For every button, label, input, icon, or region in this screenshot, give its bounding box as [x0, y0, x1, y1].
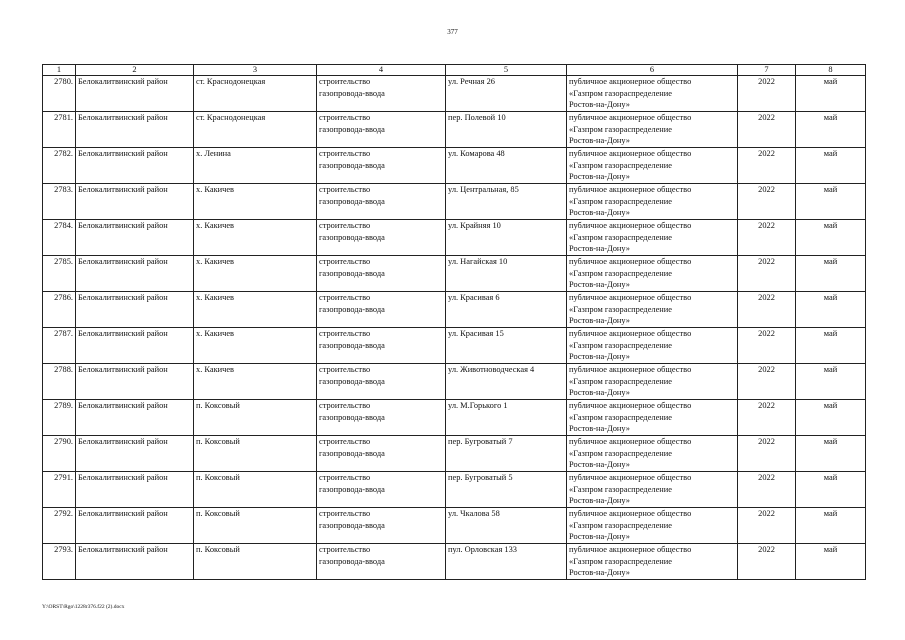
month-cell-line: май: [823, 509, 838, 518]
organization-cell-line: Ростов-на-Дону»: [569, 208, 630, 218]
organization-cell-line: «Газпром газораспределение: [569, 196, 672, 206]
address-cell-line: ул. Центральная, 85: [448, 185, 519, 194]
organization-cell-line: публичное акционерное общество: [569, 257, 692, 266]
month-cell: [796, 364, 866, 400]
organization-cell-line: Ростов-на-Дону»: [569, 532, 630, 542]
address-cell-line: ул. Красивая 15: [448, 329, 504, 338]
row-number-line: 2790.: [54, 437, 73, 446]
column-number-row: [43, 65, 866, 76]
month-cell: [796, 148, 866, 184]
work-type-cell: [317, 148, 446, 184]
work-type-cell-line: строительство: [319, 257, 371, 266]
year-cell: [738, 256, 796, 292]
address-cell: [446, 436, 567, 472]
year-cell: [738, 472, 796, 508]
organization-cell: [567, 76, 738, 112]
address-cell-line: ул. М.Горького 1: [448, 401, 508, 410]
organization-cell-line: публичное акционерное общество: [569, 509, 692, 518]
row-number: [43, 148, 76, 184]
year-cell: [738, 184, 796, 220]
organization-cell: [567, 436, 738, 472]
month-cell-line: май: [823, 293, 838, 302]
row-number: [43, 436, 76, 472]
month-cell: [796, 292, 866, 328]
settlement-cell: [194, 292, 317, 328]
address-cell: [446, 112, 567, 148]
month-cell: [796, 400, 866, 436]
district-cell-line: Белокалитвинский район: [78, 329, 168, 338]
table-row: [43, 400, 866, 436]
organization-cell-line: Ростов-на-Дону»: [569, 244, 630, 254]
month-cell: [796, 472, 866, 508]
file-path-footer: Y:\ORST\Rgo\1228r376.f22 (2).docx: [42, 604, 125, 610]
row-number: [43, 400, 76, 436]
address-cell-line: пер. Бугроватый 5: [448, 473, 513, 482]
organization-cell-line: Ростов-на-Дону»: [569, 280, 630, 290]
organization-cell-line: публичное акционерное общество: [569, 329, 692, 338]
address-cell-line: ул. Комарова 48: [448, 149, 505, 158]
work-type-cell: [317, 220, 446, 256]
address-cell: [446, 544, 567, 580]
work-type-cell-line: газопровода-ввода: [319, 160, 385, 170]
year-cell-line: 2022: [758, 293, 775, 302]
settlement-cell: [194, 364, 317, 400]
organization-cell-line: «Газпром газораспределение: [569, 448, 672, 458]
year-cell-line: 2022: [758, 437, 775, 446]
year-cell: [738, 220, 796, 256]
settlement-cell-line: п. Коксовый: [196, 545, 240, 554]
settlement-cell: [194, 112, 317, 148]
settlement-cell-line: х. Какичев: [196, 365, 235, 374]
district-cell: [76, 328, 194, 364]
organization-cell-line: «Газпром газораспределение: [569, 304, 672, 314]
month-cell-line: май: [823, 401, 838, 410]
row-number-line: 2789.: [54, 401, 73, 410]
month-cell-line: май: [823, 437, 838, 446]
year-cell-line: 2022: [758, 365, 775, 374]
district-cell: [76, 220, 194, 256]
year-cell-line: 2022: [758, 113, 775, 122]
district-cell: [76, 544, 194, 580]
year-cell: [738, 76, 796, 112]
organization-cell-line: публичное акционерное общество: [569, 149, 692, 158]
work-type-cell-line: газопровода-ввода: [319, 520, 385, 530]
organization-cell: [567, 472, 738, 508]
organization-cell-line: «Газпром газораспределение: [569, 412, 672, 422]
district-cell-line: Белокалитвинский район: [78, 437, 168, 446]
district-cell-line: Белокалитвинский район: [78, 545, 168, 554]
month-cell-line: май: [823, 113, 838, 122]
row-number: [43, 508, 76, 544]
settlement-cell: [194, 220, 317, 256]
month-cell-line: май: [823, 149, 838, 158]
work-type-cell-line: газопровода-ввода: [319, 376, 385, 386]
work-type-cell: [317, 292, 446, 328]
month-cell: [796, 328, 866, 364]
address-cell-line: ул. Речная 26: [448, 77, 495, 86]
row-number: [43, 112, 76, 148]
column-header: 1: [43, 65, 76, 76]
month-cell: [796, 184, 866, 220]
district-cell: [76, 400, 194, 436]
year-cell: [738, 544, 796, 580]
table-row: [43, 328, 866, 364]
work-type-cell-line: газопровода-ввода: [319, 304, 385, 314]
work-type-cell: [317, 112, 446, 148]
organization-cell: [567, 508, 738, 544]
year-cell-line: 2022: [758, 185, 775, 194]
column-header: 7: [738, 65, 796, 76]
district-cell-line: Белокалитвинский район: [78, 77, 168, 86]
year-cell: [738, 508, 796, 544]
work-type-cell-line: строительство: [319, 113, 371, 122]
work-type-cell: [317, 364, 446, 400]
settlement-cell: [194, 256, 317, 292]
work-type-cell: [317, 400, 446, 436]
year-cell-line: 2022: [758, 149, 775, 158]
year-cell-line: 2022: [758, 545, 775, 554]
table-row: [43, 508, 866, 544]
row-number-line: 2784.: [54, 221, 73, 230]
settlement-cell: [194, 400, 317, 436]
work-type-cell-line: строительство: [319, 437, 371, 446]
organization-cell-line: Ростов-на-Дону»: [569, 316, 630, 326]
work-type-cell-line: строительство: [319, 77, 371, 86]
address-cell: [446, 292, 567, 328]
row-number-line: 2783.: [54, 185, 73, 194]
row-number: [43, 220, 76, 256]
organization-cell-line: Ростов-на-Дону»: [569, 388, 630, 398]
table-row: [43, 76, 866, 112]
organization-cell-line: публичное акционерное общество: [569, 365, 692, 374]
work-type-cell-line: газопровода-ввода: [319, 340, 385, 350]
work-type-cell-line: строительство: [319, 509, 371, 518]
column-header: 3: [194, 65, 317, 76]
organization-cell: [567, 148, 738, 184]
organization-cell-line: публичное акционерное общество: [569, 473, 692, 482]
year-cell: [738, 112, 796, 148]
address-cell: [446, 184, 567, 220]
district-cell-line: Белокалитвинский район: [78, 473, 168, 482]
settlement-cell: [194, 436, 317, 472]
work-type-cell-line: строительство: [319, 329, 371, 338]
district-cell: [76, 184, 194, 220]
row-number-line: 2793.: [54, 545, 73, 554]
settlement-cell: [194, 76, 317, 112]
month-cell-line: май: [823, 257, 838, 266]
work-type-cell-line: газопровода-ввода: [319, 196, 385, 206]
organization-cell-line: публичное акционерное общество: [569, 545, 692, 554]
year-cell-line: 2022: [758, 509, 775, 518]
work-type-cell: [317, 508, 446, 544]
work-type-cell: [317, 76, 446, 112]
column-header: 2: [76, 65, 194, 76]
row-number: [43, 76, 76, 112]
work-type-cell: [317, 544, 446, 580]
district-cell-line: Белокалитвинский район: [78, 221, 168, 230]
month-cell-line: май: [823, 185, 838, 194]
month-cell-line: май: [823, 329, 838, 338]
row-number-line: 2792.: [54, 509, 73, 518]
table-row: [43, 544, 866, 580]
work-type-cell-line: газопровода-ввода: [319, 268, 385, 278]
row-number: [43, 184, 76, 220]
address-cell-line: пер. Бугроватый 7: [448, 437, 513, 446]
address-cell: [446, 256, 567, 292]
organization-cell-line: «Газпром газораспределение: [569, 340, 672, 350]
row-number-line: 2791.: [54, 473, 73, 482]
settlement-cell-line: ст. Краснодонецкая: [196, 77, 266, 86]
settlement-cell: [194, 508, 317, 544]
settlement-cell: [194, 328, 317, 364]
year-cell: [738, 328, 796, 364]
table-row: [43, 184, 866, 220]
year-cell: [738, 364, 796, 400]
row-number-line: 2780.: [54, 77, 73, 86]
organization-cell-line: Ростов-на-Дону»: [569, 460, 630, 470]
organization-cell-line: «Газпром газораспределение: [569, 376, 672, 386]
district-cell: [76, 472, 194, 508]
column-header: 8: [796, 65, 866, 76]
settlement-cell-line: х. Какичев: [196, 293, 235, 302]
table-row: [43, 148, 866, 184]
row-number: [43, 292, 76, 328]
address-cell-line: ул. Чкалова 58: [448, 509, 500, 518]
row-number-line: 2785.: [54, 257, 73, 266]
work-type-cell-line: газопровода-ввода: [319, 232, 385, 242]
row-number-line: 2782.: [54, 149, 73, 158]
table-row: [43, 220, 866, 256]
address-cell-line: ул. Животноводческая 4: [448, 365, 535, 374]
work-type-cell: [317, 256, 446, 292]
row-number: [43, 544, 76, 580]
organization-cell: [567, 256, 738, 292]
address-cell: [446, 364, 567, 400]
work-type-cell-line: строительство: [319, 473, 371, 482]
settlement-cell-line: х. Какичев: [196, 329, 235, 338]
row-number: [43, 472, 76, 508]
organization-cell-line: Ростов-на-Дону»: [569, 100, 630, 110]
organization-cell-line: «Газпром газораспределение: [569, 160, 672, 170]
organization-cell: [567, 328, 738, 364]
organization-cell-line: публичное акционерное общество: [569, 77, 692, 86]
table-row: [43, 292, 866, 328]
settlement-cell-line: ст. Краснодонецкая: [196, 113, 266, 122]
district-cell: [76, 364, 194, 400]
district-cell: [76, 256, 194, 292]
address-cell-line: пул. Орловская 133: [448, 545, 517, 554]
settlement-cell-line: х. Какичев: [196, 185, 235, 194]
organization-cell-line: «Газпром газораспределение: [569, 484, 672, 494]
settlement-cell-line: х. Какичев: [196, 221, 235, 230]
year-cell: [738, 292, 796, 328]
district-cell: [76, 436, 194, 472]
month-cell-line: май: [823, 221, 838, 230]
address-cell: [446, 76, 567, 112]
settlement-cell: [194, 472, 317, 508]
organization-cell-line: «Газпром газораспределение: [569, 556, 672, 566]
table-row: [43, 112, 866, 148]
district-cell-line: Белокалитвинский район: [78, 257, 168, 266]
year-cell-line: 2022: [758, 77, 775, 86]
work-type-cell-line: газопровода-ввода: [319, 124, 385, 134]
table-row: [43, 436, 866, 472]
month-cell: [796, 112, 866, 148]
year-cell: [738, 436, 796, 472]
row-number: [43, 328, 76, 364]
settlement-cell-line: х. Ленина: [196, 149, 231, 158]
year-cell-line: 2022: [758, 329, 775, 338]
column-header: 5: [446, 65, 567, 76]
work-type-cell-line: строительство: [319, 545, 371, 554]
work-type-cell-line: газопровода-ввода: [319, 88, 385, 98]
district-cell: [76, 148, 194, 184]
column-header: 6: [567, 65, 738, 76]
organization-cell-line: Ростов-на-Дону»: [569, 496, 630, 506]
district-cell-line: Белокалитвинский район: [78, 113, 168, 122]
district-cell-line: Белокалитвинский район: [78, 401, 168, 410]
district-cell-line: Белокалитвинский район: [78, 149, 168, 158]
work-type-cell-line: строительство: [319, 185, 371, 194]
year-cell: [738, 148, 796, 184]
organization-cell-line: Ростов-на-Дону»: [569, 352, 630, 362]
district-cell: [76, 112, 194, 148]
organization-cell-line: «Газпром газораспределение: [569, 88, 672, 98]
column-header: 4: [317, 65, 446, 76]
table-row: [43, 364, 866, 400]
work-type-cell: [317, 184, 446, 220]
address-cell-line: пер. Полевой 10: [448, 113, 506, 122]
address-cell: [446, 328, 567, 364]
settlement-cell: [194, 148, 317, 184]
month-cell-line: май: [823, 473, 838, 482]
organization-cell: [567, 544, 738, 580]
month-cell-line: май: [823, 365, 838, 374]
district-cell: [76, 76, 194, 112]
district-cell-line: Белокалитвинский район: [78, 185, 168, 194]
organization-cell-line: публичное акционерное общество: [569, 185, 692, 194]
row-number-line: 2781.: [54, 113, 73, 122]
organization-cell: [567, 220, 738, 256]
address-cell: [446, 508, 567, 544]
page-number: 377: [447, 28, 458, 36]
month-cell: [796, 256, 866, 292]
month-cell: [796, 544, 866, 580]
work-type-cell: [317, 436, 446, 472]
address-cell: [446, 148, 567, 184]
organization-cell-line: «Газпром газораспределение: [569, 232, 672, 242]
work-type-cell-line: газопровода-ввода: [319, 412, 385, 422]
work-type-cell-line: газопровода-ввода: [319, 484, 385, 494]
year-cell-line: 2022: [758, 221, 775, 230]
work-type-cell-line: строительство: [319, 401, 371, 410]
month-cell: [796, 436, 866, 472]
address-cell: [446, 472, 567, 508]
settlement-cell-line: п. Коксовый: [196, 401, 240, 410]
row-number-line: 2787.: [54, 329, 73, 338]
organization-cell: [567, 184, 738, 220]
settlement-cell-line: п. Коксовый: [196, 437, 240, 446]
work-type-cell-line: строительство: [319, 365, 371, 374]
settlement-cell-line: п. Коксовый: [196, 473, 240, 482]
organization-cell-line: «Газпром газораспределение: [569, 268, 672, 278]
row-number-line: 2786.: [54, 293, 73, 302]
settlement-cell-line: п. Коксовый: [196, 509, 240, 518]
organization-cell-line: «Газпром газораспределение: [569, 124, 672, 134]
organization-cell-line: публичное акционерное общество: [569, 437, 692, 446]
work-type-cell-line: строительство: [319, 221, 371, 230]
organization-cell: [567, 112, 738, 148]
month-cell: [796, 76, 866, 112]
registry-table: [42, 64, 866, 580]
organization-cell-line: Ростов-на-Дону»: [569, 172, 630, 182]
organization-cell-line: Ростов-на-Дону»: [569, 136, 630, 146]
organization-cell: [567, 364, 738, 400]
district-cell: [76, 292, 194, 328]
district-cell: [76, 508, 194, 544]
work-type-cell-line: газопровода-ввода: [319, 448, 385, 458]
settlement-cell-line: х. Какичев: [196, 257, 235, 266]
organization-cell-line: публичное акционерное общество: [569, 113, 692, 122]
organization-cell-line: публичное акционерное общество: [569, 293, 692, 302]
month-cell: [796, 220, 866, 256]
address-cell-line: ул. Крайняя 10: [448, 221, 501, 230]
table-row: [43, 256, 866, 292]
month-cell-line: май: [823, 77, 838, 86]
month-cell: [796, 508, 866, 544]
work-type-cell-line: газопровода-ввода: [319, 556, 385, 566]
address-cell: [446, 400, 567, 436]
table-row: [43, 472, 866, 508]
address-cell: [446, 220, 567, 256]
organization-cell-line: публичное акционерное общество: [569, 221, 692, 230]
month-cell-line: май: [823, 545, 838, 554]
district-cell-line: Белокалитвинский район: [78, 365, 168, 374]
row-number: [43, 256, 76, 292]
district-cell-line: Белокалитвинский район: [78, 293, 168, 302]
year-cell-line: 2022: [758, 473, 775, 482]
organization-cell-line: Ростов-на-Дону»: [569, 568, 630, 578]
organization-cell-line: «Газпром газораспределение: [569, 520, 672, 530]
year-cell-line: 2022: [758, 257, 775, 266]
work-type-cell: [317, 328, 446, 364]
work-type-cell-line: строительство: [319, 149, 371, 158]
settlement-cell: [194, 544, 317, 580]
organization-cell: [567, 292, 738, 328]
organization-cell: [567, 400, 738, 436]
year-cell: [738, 400, 796, 436]
settlement-cell: [194, 184, 317, 220]
organization-cell-line: публичное акционерное общество: [569, 401, 692, 410]
district-cell-line: Белокалитвинский район: [78, 509, 168, 518]
address-cell-line: ул. Нагайская 10: [448, 257, 508, 266]
work-type-cell: [317, 472, 446, 508]
work-type-cell-line: строительство: [319, 293, 371, 302]
row-number: [43, 364, 76, 400]
organization-cell-line: Ростов-на-Дону»: [569, 424, 630, 434]
row-number-line: 2788.: [54, 365, 73, 374]
address-cell-line: ул. Красивая 6: [448, 293, 500, 302]
year-cell-line: 2022: [758, 401, 775, 410]
